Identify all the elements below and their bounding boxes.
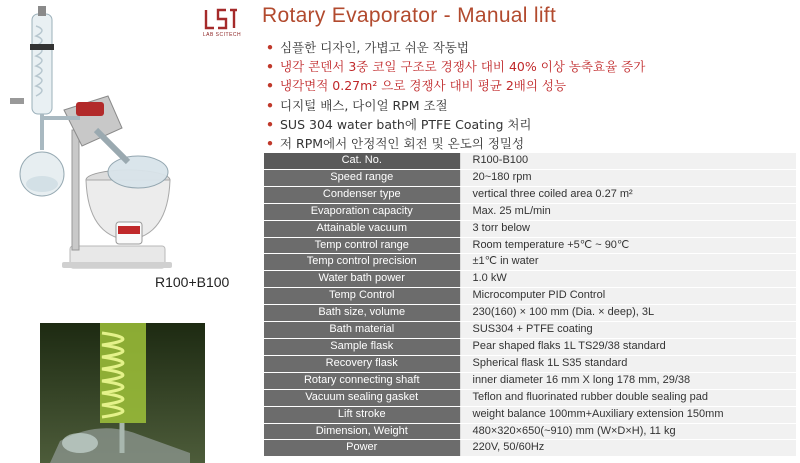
table-row [264,338,796,355]
spec-label: Lift stroke [264,406,460,423]
spec-value: vertical three coiled area 0.27 m² [460,186,796,203]
spec-label: Water bath power [264,271,460,288]
table-row [264,220,796,237]
spec-value: inner diameter 16 mm X long 178 mm, 29/38 [460,372,796,389]
spec-value: 3 torr below [460,220,796,237]
table-row [264,423,796,440]
table-row [264,169,796,186]
feature-text: 심플한 디자인, 가볍고 쉬운 작동법 [280,40,469,55]
table-row [264,153,796,169]
brand-logo [200,8,244,38]
feature-item [266,76,645,95]
spec-label: Dimension, Weight [264,423,460,440]
spec-value: R100-B100 [460,153,796,169]
spec-label: Rotary connecting shaft [264,372,460,389]
feature-text: 냉각 콘덴서 3중 코일 구조로 경쟁사 대비 40% 이상 농축효율 증가 [280,59,646,75]
bullet-icon: • [266,116,274,132]
spec-label: Bath size, volume [264,305,460,322]
bullet-icon: • [266,59,274,75]
feature-item [266,115,645,134]
product-caption: R100+B100 [155,274,230,290]
bullet-icon: • [266,40,274,55]
table-row [264,254,796,271]
feature-text: 저 RPM에서 안정적인 회전 및 온도의 정밀성 [280,136,525,152]
bullet-icon: • [266,97,274,113]
brand-logo-text: LAB SCITECH [202,32,242,38]
spec-value: 20~180 rpm [460,169,796,186]
spec-value: SUS304 + PTFE coating [460,322,796,339]
spec-label: Cat. No. [264,153,460,169]
feature-item [266,57,645,76]
feature-text: SUS 304 water bath에 PTFE Coating 처리 [280,116,532,132]
bullet-icon: • [266,136,274,152]
table-row [264,237,796,254]
spec-table [264,153,796,457]
feature-item [266,134,645,153]
spec-label: Condenser type [264,186,460,203]
condenser-closeup-photo [40,323,205,463]
table-row [264,305,796,322]
spec-label: Power [264,440,460,457]
spec-value: 230(160) × 100 mm (Dia. × deep), 3L [460,305,796,322]
spec-label: Temp control range [264,237,460,254]
table-row [264,440,796,457]
spec-value: ±1℃ in water [460,254,796,271]
spec-value: Max. 25 mL/min [460,203,796,220]
table-row [264,406,796,423]
page-title: Rotary Evaporator - Manual lift [262,4,557,27]
feature-item [266,38,645,57]
table-row [264,322,796,339]
feature-text: 냉각면적 0.27m² 으로 경쟁사 대비 평균 2배의 성능 [280,78,567,94]
spec-label: Evaporation capacity [264,203,460,220]
spec-label: Attainable vacuum [264,220,460,237]
table-row [264,355,796,372]
table-row [264,186,796,203]
spec-label: Speed range [264,169,460,186]
bullet-icon: • [266,78,274,94]
spec-label: Temp Control [264,288,460,305]
spec-label: Bath material [264,322,460,339]
spec-value: weight balance 100mm+Auxiliary extension 150mm [460,406,796,423]
spec-value: Microcomputer PID Control [460,288,796,305]
spec-value: Spherical flask 1L S35 standard [460,355,796,372]
table-row [264,372,796,389]
spec-value: 480×320×650(~910) mm (W×D×H), 11 kg [460,423,796,440]
spec-label: Vacuum sealing gasket [264,389,460,406]
spec-value: Teflon and fluorinated rubber double sealing pad [460,389,796,406]
table-row [264,271,796,288]
brand-logo-mark [204,8,238,30]
table-row [264,288,796,305]
spec-value: 220V, 50/60Hz [460,440,796,457]
table-row [264,203,796,220]
spec-value: Pear shaped flaks 1L TS29/38 standard [460,338,796,355]
spec-label: Sample flask [264,338,460,355]
table-row [264,389,796,406]
spec-value: Room temperature +5℃ ~ 90℃ [460,237,796,254]
product-photo-rotary-evaporator [0,0,240,280]
feature-item [266,96,645,115]
feature-text: 디지털 배스, 다이얼 RPM 조절 [280,97,448,113]
feature-list [266,38,645,153]
spec-label: Temp control precision [264,254,460,271]
spec-value: 1.0 kW [460,271,796,288]
spec-label: Recovery flask [264,355,460,372]
